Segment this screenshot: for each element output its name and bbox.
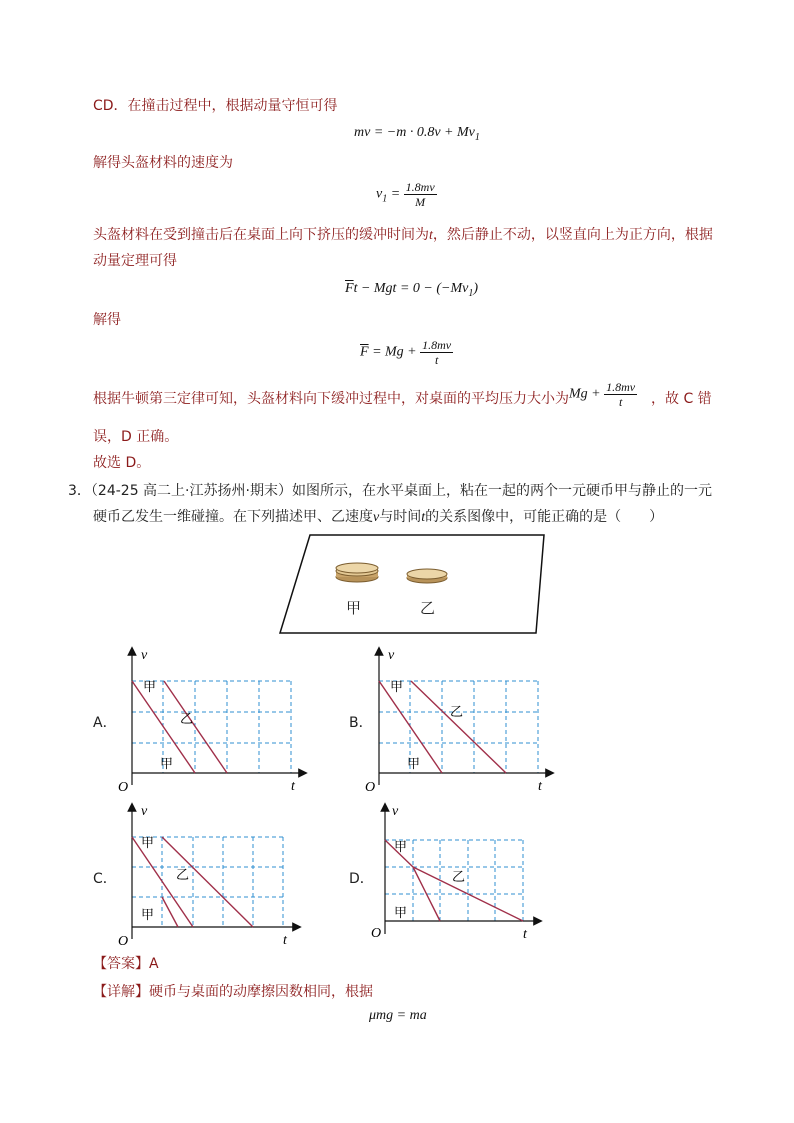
option-a-label: A． (93, 715, 117, 731)
graph-c-jia-top: 甲 (141, 835, 155, 850)
newton-paragraph-line2: 误，D 正确。 (93, 429, 179, 445)
graph-a (113, 645, 308, 795)
graph-a-jia-top: 甲 (143, 679, 157, 694)
detail-label: 【详解】 (93, 984, 149, 1000)
graph-a-grid (132, 681, 291, 773)
newton-text-a: 根据牛顿第三定律可知，头盔材料向下缓冲过程中，对桌面的平均压力大小为 (93, 391, 569, 407)
momentum-sub: 1 (474, 131, 480, 143)
q3-v-var: v (373, 510, 380, 525)
graph-d-yi: 乙 (452, 869, 466, 884)
graph-a-yi: 乙 (180, 711, 194, 726)
momentum-equation (354, 125, 480, 143)
graph-b-v-label: v (388, 648, 395, 663)
friction-equation: μmg = ma (369, 1008, 427, 1023)
graph-d-jia-bottom: 甲 (394, 905, 408, 920)
graph-b-t-label: t (538, 779, 542, 794)
impulse-force-bar: $\overline{F}$ (345, 281, 354, 296)
impulse-paragraph-line2: 动量定理可得 (93, 253, 177, 269)
graph-d-jia-top: 甲 (394, 839, 408, 854)
v1-denominator: M (415, 195, 426, 209)
graph-b-line-yi (411, 681, 506, 773)
force-equation (360, 338, 453, 367)
graph-c-yi: 乙 (176, 867, 190, 882)
v1-equation (376, 180, 437, 209)
momentum-lhs: mv (354, 125, 371, 140)
detail-line (93, 983, 373, 1001)
graph-c (113, 801, 308, 951)
force-bar: $\overline{F}$ (360, 344, 369, 360)
coin-label-jia: 甲 (346, 599, 362, 617)
force-fraction (420, 338, 453, 367)
graph-d (366, 801, 551, 946)
graph-a-origin: O (118, 780, 129, 795)
force-eq: = Mg + (372, 344, 417, 360)
impulse-text-b: ，然后静止不动，以竖直向上为正方向，根据 (432, 227, 713, 243)
graph-a-jia-bottom: 甲 (160, 756, 174, 771)
coin-label-yi: 乙 (420, 599, 436, 617)
force-numerator: 1.8mv (422, 338, 452, 352)
graph-d-origin: O (371, 926, 382, 941)
impulse-text-a: 头盔材料在受到撞击后在桌面上向下挤压的缓冲时间为 (93, 227, 429, 243)
impulse-sub: 1 (468, 287, 474, 299)
v1-eq: = (390, 186, 401, 202)
newton-numerator: 1.8mv (606, 380, 636, 394)
impulse-rest: t − Mgt = 0 − (−Mv (353, 281, 469, 296)
impulse-paragraph-line1 (93, 226, 713, 245)
impulse-equation (345, 281, 478, 299)
graph-b-jia-bottom: 甲 (407, 756, 421, 771)
q3-line1 (68, 482, 712, 500)
table-coins-illustration (278, 533, 550, 637)
newton-paragraph-line1 (93, 390, 569, 408)
detail-text: 硬币与桌面的动摩擦因数相同，根据 (149, 984, 373, 1000)
newton-pre: Mg + (569, 386, 601, 402)
v1-sub: 1 (382, 193, 388, 205)
force-denominator: t (434, 353, 439, 367)
graph-b-yi: 乙 (450, 704, 464, 719)
q3-line2 (93, 508, 663, 527)
q3-t-var: t (421, 510, 426, 525)
option-b-label: B． (349, 715, 373, 731)
newton-fraction (604, 380, 637, 409)
newton-expression (569, 380, 637, 409)
q3-source: （24-25 高二上·江苏扬州·期末） (90, 483, 292, 499)
graph-b (360, 645, 555, 795)
q3-number: 3． (68, 483, 91, 499)
option-c-label: C． (93, 871, 117, 887)
coin-stack-jia (336, 563, 378, 582)
answer-label: 【答案】 (93, 956, 149, 972)
table-surface (280, 535, 544, 633)
graph-c-v-label: v (141, 804, 148, 819)
graph-c-origin: O (118, 934, 129, 949)
momentum-rhs: = −m · 0.8v + Mv (373, 125, 475, 140)
coin-yi (407, 569, 447, 583)
graph-b-jia-top: 甲 (390, 679, 404, 694)
newton-denominator: t (618, 395, 623, 409)
answer-value: A (149, 956, 159, 972)
graph-d-v-label: v (392, 804, 399, 819)
graph-a-t-label: t (291, 779, 295, 794)
q3-text-c: 与时间 (379, 509, 422, 525)
solve-speed-text: 解得头盔材料的速度为 (93, 155, 233, 171)
q3-text-b: 硬币乙发生一维碰撞。在下列描述甲、乙速度 (93, 509, 373, 525)
solve-label: 解得 (93, 312, 121, 328)
q3-text-d: 的关系图像中，可能正确的是（ ） (425, 509, 664, 525)
answer-d-text: 故选 D。 (93, 455, 151, 471)
v1-fraction (404, 180, 437, 209)
impulse-t-var: t (429, 228, 433, 243)
graph-c-t-label: t (283, 933, 287, 948)
answer-line (93, 955, 159, 973)
impulse-close: ) (473, 281, 479, 296)
newton-text-b: ，故 C 错 (651, 391, 712, 407)
cd-intro-text: CD．在撞击过程中，根据动量守恒可得 (93, 98, 338, 114)
v1-lhs: v (376, 186, 383, 202)
graph-d-t-label: t (523, 927, 527, 942)
q3-text-a: 如图所示，在水平桌面上，粘在一起的两个一元硬币甲与静止的一元 (291, 483, 712, 499)
graph-b-origin: O (365, 780, 376, 795)
graph-c-jia-bottom: 甲 (141, 907, 155, 922)
graph-a-v-label: v (141, 648, 148, 663)
v1-numerator: 1.8mv (405, 180, 435, 194)
option-d-label: D． (349, 871, 374, 887)
graph-c-line-yi (162, 837, 253, 927)
